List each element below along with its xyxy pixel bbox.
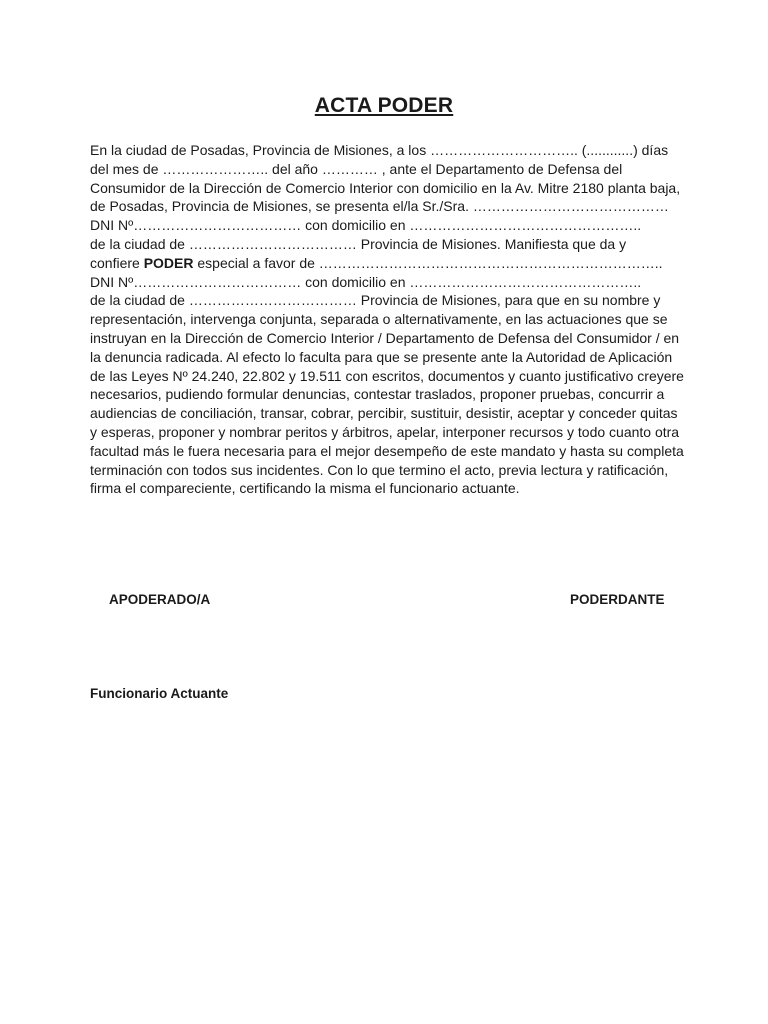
body-line-text: confiere [90, 254, 144, 271]
signature-funcionario-label: Funcionario Actuante [90, 686, 229, 701]
signature-poderdante-label: PODERDANTE [570, 592, 665, 607]
page-title: ACTA PODER [314, 94, 454, 117]
body-line [90, 254, 690, 273]
body-line-text: especial a favor de ……………………………………………………………….. [193, 254, 663, 271]
body-line: del mes de ………………….. del año ………… , ante el Departamento de Defensa del [90, 160, 623, 177]
body-line: instruyan en la Dirección de Comercio Interior / Departamento de Defensa del Consumidor / en [90, 329, 680, 346]
body-line: la denuncia radicada. Al efecto lo faculta para que se presente ante la Autoridad de Aplicación [90, 348, 673, 365]
body-line: de la ciudad de ……………………………… Provincia de Misiones, para que en su nombre y [90, 292, 661, 309]
body-line: y esperas, proponer y nombrar peritos y árbitros, apelar, interponer recursos y todo cuanto otra [90, 423, 680, 440]
body-line: audiencias de conciliación, transar, cobrar, percibir, sustituir, desistir, aceptar y conceder quitas [90, 405, 678, 422]
body-line: DNI Nº……………………………… con domicilio en ………………………………………….. [90, 273, 642, 290]
signature-apoderado-label: APODERADO/A [109, 592, 211, 607]
body-line: En la ciudad de Posadas, Provincia de Misiones, a los ………………………….. (............) días [90, 142, 669, 158]
poder-keyword: PODER [143, 254, 194, 271]
body-line: representación, intervenga conjunta, separada o alternativamente, en las actuaciones que se [90, 311, 668, 328]
body-line: de la ciudad de ……………………………… Provincia de Misiones. Manifiesta que da y [90, 235, 627, 252]
body-line: Consumidor de la Dirección de Comercio Interior con domicilio en la Av. Mitre 2180 planta baja, [90, 179, 681, 196]
document-body [90, 141, 690, 498]
body-line: facultad más le fuera necesaria para el mejor desempeño de este mandato y hasta su completa [90, 442, 684, 459]
body-line: necesarios, pudiendo formular denuncias, contestar traslados, proponer pruebas, concurrir a [90, 386, 665, 403]
body-line: DNI Nº……………………………… con domicilio en ………………………………………….. [90, 217, 642, 234]
body-line: de las Leyes Nº 24.240, 22.802 y 19.511 con escritos, documentos y cuanto justificativo creyere [90, 367, 684, 384]
body-line: terminación con todos sus incidentes. Con lo que termino el acto, previa lectura y ratificación, [90, 461, 669, 478]
body-line: de Posadas, Provincia de Misiones, se presenta el/la Sr./Sra. …………………………………… [90, 198, 669, 215]
body-line: firma el compareciente, certificando la misma el funcionario actuante. [90, 480, 520, 497]
